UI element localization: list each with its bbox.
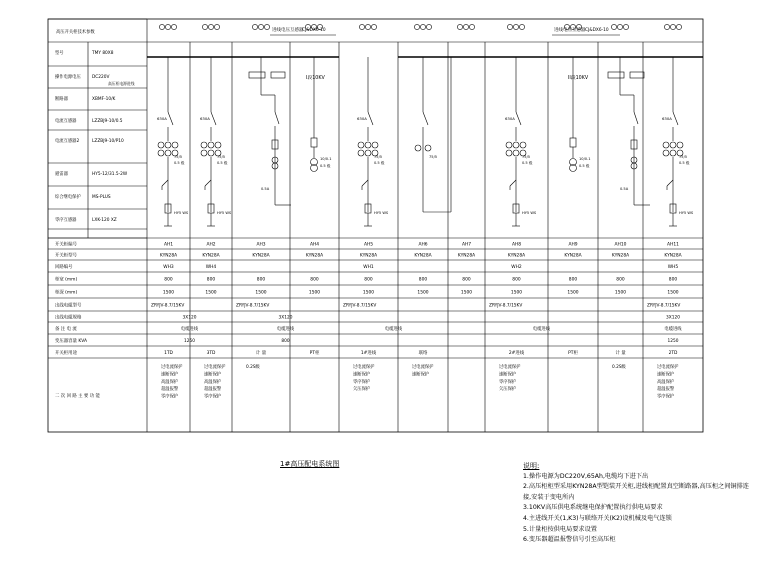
cabinet-protection-item: 超温报警 — [161, 387, 179, 393]
cabinet-6-lamp-icon — [420, 24, 425, 29]
row-header-label: 变压器容量 KVA — [55, 339, 87, 344]
cabinet-depth: 1500 — [567, 290, 579, 296]
transformer-kva: 800 — [281, 339, 290, 344]
cabinet-11-ct-ratio: 75/5 — [679, 155, 688, 159]
note-item-6: 6.变压器超温报警信号引至高压柜 — [523, 536, 616, 544]
row-header-label: 回路编号 — [55, 265, 73, 270]
cabinet-1-ct-circle — [172, 142, 178, 148]
cable-model: ZRYJV-8.7/15KV — [489, 303, 523, 309]
cabinet-11-ct-circle — [677, 142, 683, 148]
spec-row-value: XBMF-10/K — [92, 97, 116, 102]
cabinet-protection-item: 高温保护 — [657, 379, 675, 385]
cabinet-protection-item: 速断保护 — [412, 372, 430, 378]
notes-block — [523, 461, 753, 546]
cabinet-8-lamp-icon — [513, 24, 518, 29]
cabinet-1-ct-circle — [165, 150, 171, 156]
cable-model: ZRYJV-8.7/15KV — [343, 303, 377, 309]
cabinet-circuit: WH4 — [205, 265, 217, 270]
cabinet-protection-item: 零序保护 — [657, 394, 675, 400]
cabinet-8-earth-switch — [510, 180, 516, 186]
cabinet-use: 计 量 — [255, 351, 267, 356]
spec-row-value: HY5-12/31.5-2W — [92, 172, 128, 177]
cabinet-2-breaker-rating: 630A — [200, 116, 210, 121]
cabinet-use: 2TD — [668, 351, 678, 356]
cabinet-model: KYN28A — [457, 253, 476, 259]
cabinet-1-arrester-label: HY5 WS — [174, 211, 189, 215]
cabinet-protection-item: 零序保护 — [204, 394, 222, 400]
cabinet-4-pt-ratio: 10/0.1 — [320, 157, 332, 161]
cabinet-circuit: WH2 — [511, 265, 522, 270]
spec-row-label: 电流互感器 — [55, 119, 77, 124]
row-header-label: 出线电缆规格 — [55, 315, 82, 321]
cable-note: 电缆进线 — [180, 327, 199, 332]
cabinet-10-meter-box — [608, 72, 624, 78]
cabinet-use: 1TD — [164, 351, 173, 356]
cabinet-protection-item: 速断保护 — [657, 372, 675, 378]
cabinet-1-ct-circle — [158, 150, 164, 156]
cable-model: ZRYJV-8.7/15KV — [236, 303, 270, 309]
pt-label-right: 进线电压互感器 — [554, 28, 586, 33]
cabinet-protection-item: 欠压保护 — [499, 387, 517, 393]
cable-model: ZRYJV-8.7/15KV — [647, 303, 681, 309]
cable-note: 电缆进线 — [532, 327, 551, 332]
cabinet-1-breaker-blade — [168, 112, 173, 125]
cabinet-11-lamp-icon — [664, 24, 669, 29]
cabinet-10-lamp-icon — [611, 24, 616, 29]
cabinet-use: 联络 — [418, 351, 428, 356]
cabinet-8-ct-circle — [513, 150, 519, 156]
cabinet-5-ct-circle — [358, 142, 364, 148]
cabinet-no: AH5 — [363, 242, 374, 248]
cabinet-10-meter-box — [630, 72, 644, 78]
spec-row-extra: 高压柜电源进线 — [108, 81, 135, 86]
cabinet-protection-item: 过电流保护 — [353, 365, 375, 370]
spec-row-value: DC220V — [92, 75, 110, 80]
cabinet-model: KYN28A — [159, 253, 178, 259]
cabinet-protection-item: 高温保护 — [161, 379, 179, 385]
cabinet-6-ct-circle — [425, 145, 431, 151]
cabinet-model: KYN28A — [305, 253, 324, 259]
cabinet-use: PT柜 — [309, 351, 320, 356]
cabinet-depth: 1500 — [510, 290, 523, 296]
cabinet-width: 800 — [462, 277, 471, 283]
cabinet-11-ct-circle — [670, 150, 676, 156]
row-header-label: 开关柜编号 — [55, 242, 77, 248]
cabinet-no: AH11 — [667, 242, 679, 248]
cabinet-4-fuse — [311, 138, 317, 147]
pt-label-left: 进线电压互感器 — [272, 28, 304, 33]
cable-note: 电缆进线 — [384, 327, 403, 332]
cabinet-1-lamp-icon — [171, 24, 176, 29]
cabinet-protection-item: 零序保护 — [353, 379, 371, 385]
cabinet-protection-item: 欠压保护 — [353, 387, 371, 393]
cabinet-use: 计 量 — [615, 351, 626, 356]
cabinet-5-lamp-icon — [371, 24, 376, 29]
cabinet-4-pt-class: 0.5 级 — [320, 164, 331, 168]
cabinet-5-breaker-blade — [368, 112, 373, 125]
cabinet-protection-item: 0.2S级 — [612, 365, 626, 370]
cabinet-2-lamp-icon — [214, 24, 219, 29]
cabinet-protection-item: 过电流保护 — [657, 365, 679, 370]
cabinet-8-ct-class: 0.5 级 — [522, 161, 533, 165]
cabinet-6-ct-circle — [415, 145, 421, 151]
cabinet-use: 2#进线 — [508, 351, 525, 356]
cabinet-protection-item: 过电流保护 — [412, 365, 434, 370]
cabinet-10-breaker-blade — [634, 112, 638, 124]
cabinet-model: KYN28A — [611, 253, 630, 259]
cabinet-protection-item: 过电流保护 — [204, 365, 226, 370]
busbar-section-1-label: I段10KV — [306, 76, 325, 81]
cabinet-depth: 1500 — [362, 290, 375, 296]
cabinet-5-ct-circle — [358, 150, 364, 156]
cabinet-depth: 1500 — [614, 290, 627, 296]
cabinet-depth: 1500 — [255, 290, 267, 296]
cabinet-3-breaker-blade — [275, 112, 279, 124]
cabinet-3-lamp-icon — [264, 24, 269, 29]
cabinet-9-pt-ratio: 10/0.1 — [579, 157, 591, 161]
outer-frame — [48, 19, 703, 432]
spec-row-label: 断路器 — [55, 97, 68, 102]
cabinet-5-lamp-icon — [365, 24, 370, 29]
cabinet-protection-item: 超温报警 — [204, 387, 222, 393]
cabinet-circuit: WH5 — [667, 265, 679, 270]
note-item-5: 5.计量柜按供电局要求设置 — [523, 525, 597, 533]
cabinet-1-ct-ratio: 75/5 — [174, 155, 183, 159]
cabinet-10-fuse-label: 0.5A — [620, 187, 629, 191]
cabinet-width: 800 — [364, 277, 373, 283]
cabinet-5-breaker-rating: 630A — [357, 116, 367, 121]
cabinet-6-lamp-icon — [426, 24, 431, 29]
cabinet-no: AH4 — [309, 242, 320, 248]
cabinet-depth: 1500 — [460, 290, 473, 296]
cabinet-11-earth-switch — [667, 180, 673, 186]
cabinet-9-pt-class: 0.5 级 — [579, 164, 590, 168]
cabinet-11-breaker-blade — [673, 112, 678, 125]
pt-model-left: CJ&DX6-10 — [302, 28, 326, 33]
cabinet-1-lamp-icon — [165, 24, 170, 29]
cabinet-width: 800 — [668, 277, 678, 283]
cabinet-protection-item: 速断保护 — [204, 372, 222, 378]
cabinet-11-ct-circle — [670, 142, 676, 148]
cabinet-3-lamp-icon — [252, 24, 257, 29]
row-header-label: 开关柜用途 — [55, 351, 77, 356]
cabinet-no: AH9 — [568, 242, 578, 248]
cabinet-11-breaker-rating: 630A — [662, 116, 672, 121]
cabinet-10-lamp-icon — [617, 24, 622, 29]
cabinet-protection-item: 速断保护 — [499, 372, 517, 378]
cabinet-3-meter-box — [271, 72, 285, 78]
cabinet-protection-item: 超温报警 — [657, 387, 675, 393]
cabinet-protection-item: 速断保护 — [161, 372, 179, 378]
cabinet-width: 800 — [512, 277, 521, 283]
cabinet-7-lamp-icon — [457, 24, 462, 29]
cabinet-protection-item: 过电流保护 — [161, 365, 183, 370]
cabinet-model: KYN28A — [507, 253, 526, 259]
cabinet-1-breaker-rating: 630A — [157, 116, 167, 121]
cabinet-2-ct-circle — [208, 142, 214, 148]
cabinet-3-lamp-icon — [258, 24, 263, 29]
cabinet-model: KYN28A — [664, 253, 682, 259]
row-header-label: 柜深 (mm) — [55, 290, 78, 296]
cabinet-use: 3TD — [206, 351, 216, 356]
row-header-label: 备 注 电 流 — [55, 327, 77, 332]
cabinet-7-lamp-icon — [463, 24, 468, 29]
cabinet-8-arrester-label: HY5 WS — [522, 211, 537, 215]
cabinet-5-ct-circle — [372, 142, 378, 148]
cabinet-5-ct-class: 0.5 级 — [374, 161, 385, 165]
cabinet-11-ct-circle — [663, 150, 669, 156]
cabinet-protection-item: 高温保护 — [204, 379, 222, 385]
cabinet-no: AH10 — [614, 242, 627, 248]
cabinet-8-breaker-blade — [516, 112, 521, 125]
cabinet-6-ct-ratio: 75/5 — [429, 155, 438, 159]
cabinet-8-ct-circle — [506, 142, 512, 148]
row-header-label: 二 次 回 路 主 要 功 能 — [55, 394, 100, 399]
cabinet-5-ct-circle — [365, 150, 371, 156]
cabinet-9-fuse — [570, 138, 576, 147]
cabinet-7-lamp-icon — [469, 24, 474, 29]
cabinet-6-breaker-blade — [423, 112, 428, 125]
spec-panel-title: 高压开关柜技术参数 — [56, 30, 95, 35]
cabinet-8-ct-ratio: 75/5 — [522, 155, 531, 159]
spec-row-value: LZZBJ9-10/0.5 — [92, 119, 123, 124]
cabinet-11-arrester-label: HY5 WS — [679, 211, 694, 215]
note-item-4: 4.主进线开关(1,K3)与联络开关(K2)设机械及电气连锁 — [523, 514, 672, 522]
cabinet-2-ct-circle — [201, 150, 207, 156]
cabinet-model: KYN28A — [564, 253, 582, 259]
cabinet-model: KYN28A — [252, 253, 270, 259]
spec-row-label: 电流互感器2 — [55, 139, 80, 144]
cabinet-protection-item: 过电流保护 — [499, 365, 521, 370]
cabinet-11-lamp-icon — [676, 24, 681, 29]
diagram-title: 1#高压配电系统图 — [280, 460, 340, 468]
spec-row-value: LXK-120 XZ — [92, 218, 117, 223]
cabinet-depth: 1500 — [205, 290, 217, 296]
cable-model: ZRYJV-8.7/15KV — [151, 303, 185, 309]
cabinet-protection-item: 零序保护 — [499, 379, 517, 385]
note-item-3: 3.10KV高压供电系统继电保护配置执行供电局要求 — [523, 504, 663, 512]
cabinet-2-breaker-blade — [211, 112, 216, 125]
pt-model-right: CJ&DX6-10 — [585, 28, 609, 33]
cabinet-5-earth-switch — [362, 180, 368, 186]
cabinet-2-ct-circle — [208, 150, 214, 156]
spec-row-value: MS-PLUS — [92, 195, 111, 200]
cabinet-width: 800 — [310, 277, 319, 283]
cabinet-use: 1#进线 — [360, 351, 377, 356]
cabinet-5-arrester-label: HY5 WS — [374, 211, 389, 215]
spec-row-value: LZZBJ9-10/P10 — [92, 139, 124, 144]
cabinet-depth: 1500 — [162, 290, 175, 296]
cabinet-2-arrester-label: HY5 WS — [217, 211, 232, 215]
cabinet-depth: 1500 — [417, 290, 429, 296]
cabinet-depth: 1500 — [308, 290, 321, 296]
cabinet-depth: 1500 — [667, 290, 679, 296]
cabinet-2-ct-class: 0.5 级 — [217, 161, 228, 165]
spec-row-label: 综合继电保护 — [55, 195, 81, 200]
cabinet-2-lamp-icon — [202, 24, 207, 29]
cabinet-8-lamp-icon — [519, 24, 524, 29]
cabinet-no: AH8 — [511, 242, 522, 248]
cabinet-circuit: WH1 — [363, 265, 374, 270]
cabinet-model: KYN28A — [202, 253, 220, 259]
cabinet-2-ct-circle — [215, 142, 221, 148]
cabinet-no: AH2 — [206, 242, 216, 248]
spec-row-label: 零序互感器 — [55, 218, 77, 223]
cabinet-1-lamp-icon — [159, 24, 164, 29]
cabinet-model: KYN28A — [414, 253, 432, 259]
cabinet-8-ct-circle — [513, 142, 519, 148]
cable-spec: 3X120 — [278, 315, 293, 321]
cabinet-protection-item: 0.2S级 — [246, 365, 260, 370]
row-header-label: 柜宽 (mm) — [55, 277, 78, 283]
cabinet-11-ct-class: 0.5 级 — [679, 161, 690, 165]
spec-row-label: 操作电源电压 — [55, 75, 81, 80]
cabinet-8-lamp-icon — [507, 24, 512, 29]
cabinet-5-ct-ratio: 75/5 — [374, 155, 383, 159]
transformer-kva: 1250 — [184, 339, 195, 344]
cabinet-1-ct-class: 0.5 级 — [174, 161, 185, 165]
cabinet-width: 800 — [206, 277, 216, 283]
cabinet-no: AH3 — [256, 242, 266, 248]
cabinet-11-ct-circle — [663, 142, 669, 148]
cabinet-1-ct-circle — [165, 142, 171, 148]
cabinet-8-breaker-rating: 630A — [505, 116, 515, 121]
cabinet-6-lamp-icon — [414, 24, 419, 29]
cable-note: 电缆进线 — [664, 327, 682, 332]
cabinet-1-ct-circle — [158, 142, 164, 148]
busbar-section-2-label: II段10KV — [568, 76, 589, 81]
cabinet-protection-item: 零序保护 — [161, 394, 179, 400]
cabinet-protection-item: 速断保护 — [353, 372, 371, 378]
spec-row-label: 型号 — [55, 51, 64, 56]
cabinet-width: 800 — [164, 277, 173, 283]
cabinet-5-ct-circle — [365, 142, 371, 148]
cabinet-circuit: WH3 — [163, 265, 174, 270]
cabinet-2-lamp-icon — [208, 24, 213, 29]
cabinet-8-ct-circle — [520, 142, 526, 148]
cabinet-11-lamp-icon — [670, 24, 675, 29]
cabinet-3-meter-box — [249, 72, 265, 78]
cabinet-no: AH7 — [461, 242, 472, 248]
cabinet-2-earth-switch — [205, 180, 211, 186]
notes-heading: 说明: — [523, 462, 540, 470]
cabinet-no: AH6 — [418, 242, 428, 248]
note-item-1: 1.操作电源为DC220V,65Ah,电缆均下进下出 — [523, 472, 649, 480]
transformer-kva: 1250 — [667, 339, 679, 344]
cabinet-1-earth-switch — [162, 180, 168, 186]
spec-row-value: TMY 80X8 — [92, 51, 114, 56]
cable-note: 电缆进线 — [276, 327, 295, 332]
cable-spec: 3X120 — [182, 315, 197, 321]
cabinet-10-lamp-icon — [623, 24, 628, 29]
cable-spec: 3X120 — [666, 315, 680, 321]
note-item-2: 2.高压柜柜型采用KYN28A型铠装开关柜,进线柜配置真空断路器,高压柜之间铜排连接,安装于变电所内 — [523, 483, 749, 501]
cabinet-width: 800 — [616, 277, 625, 283]
cabinet-2-ct-circle — [201, 142, 207, 148]
cabinet-width: 800 — [256, 277, 266, 283]
spec-row-label: 避雷器 — [55, 172, 68, 177]
cabinet-2-ct-ratio: 75/5 — [217, 155, 226, 159]
cabinet-5-lamp-icon — [359, 24, 364, 29]
cabinet-width: 800 — [568, 277, 578, 283]
row-header-label: 开关柜型号 — [55, 253, 77, 259]
cabinet-width: 800 — [418, 277, 428, 283]
cabinet-8-ct-circle — [506, 150, 512, 156]
cabinet-no: AH1 — [163, 242, 174, 248]
cabinet-model: KYN28A — [359, 253, 378, 259]
cabinet-3-fuse-label: 0.5A — [261, 187, 270, 191]
cabinet-use: PT柜 — [568, 351, 578, 356]
row-header-label: 出线电缆型号 — [55, 303, 82, 309]
